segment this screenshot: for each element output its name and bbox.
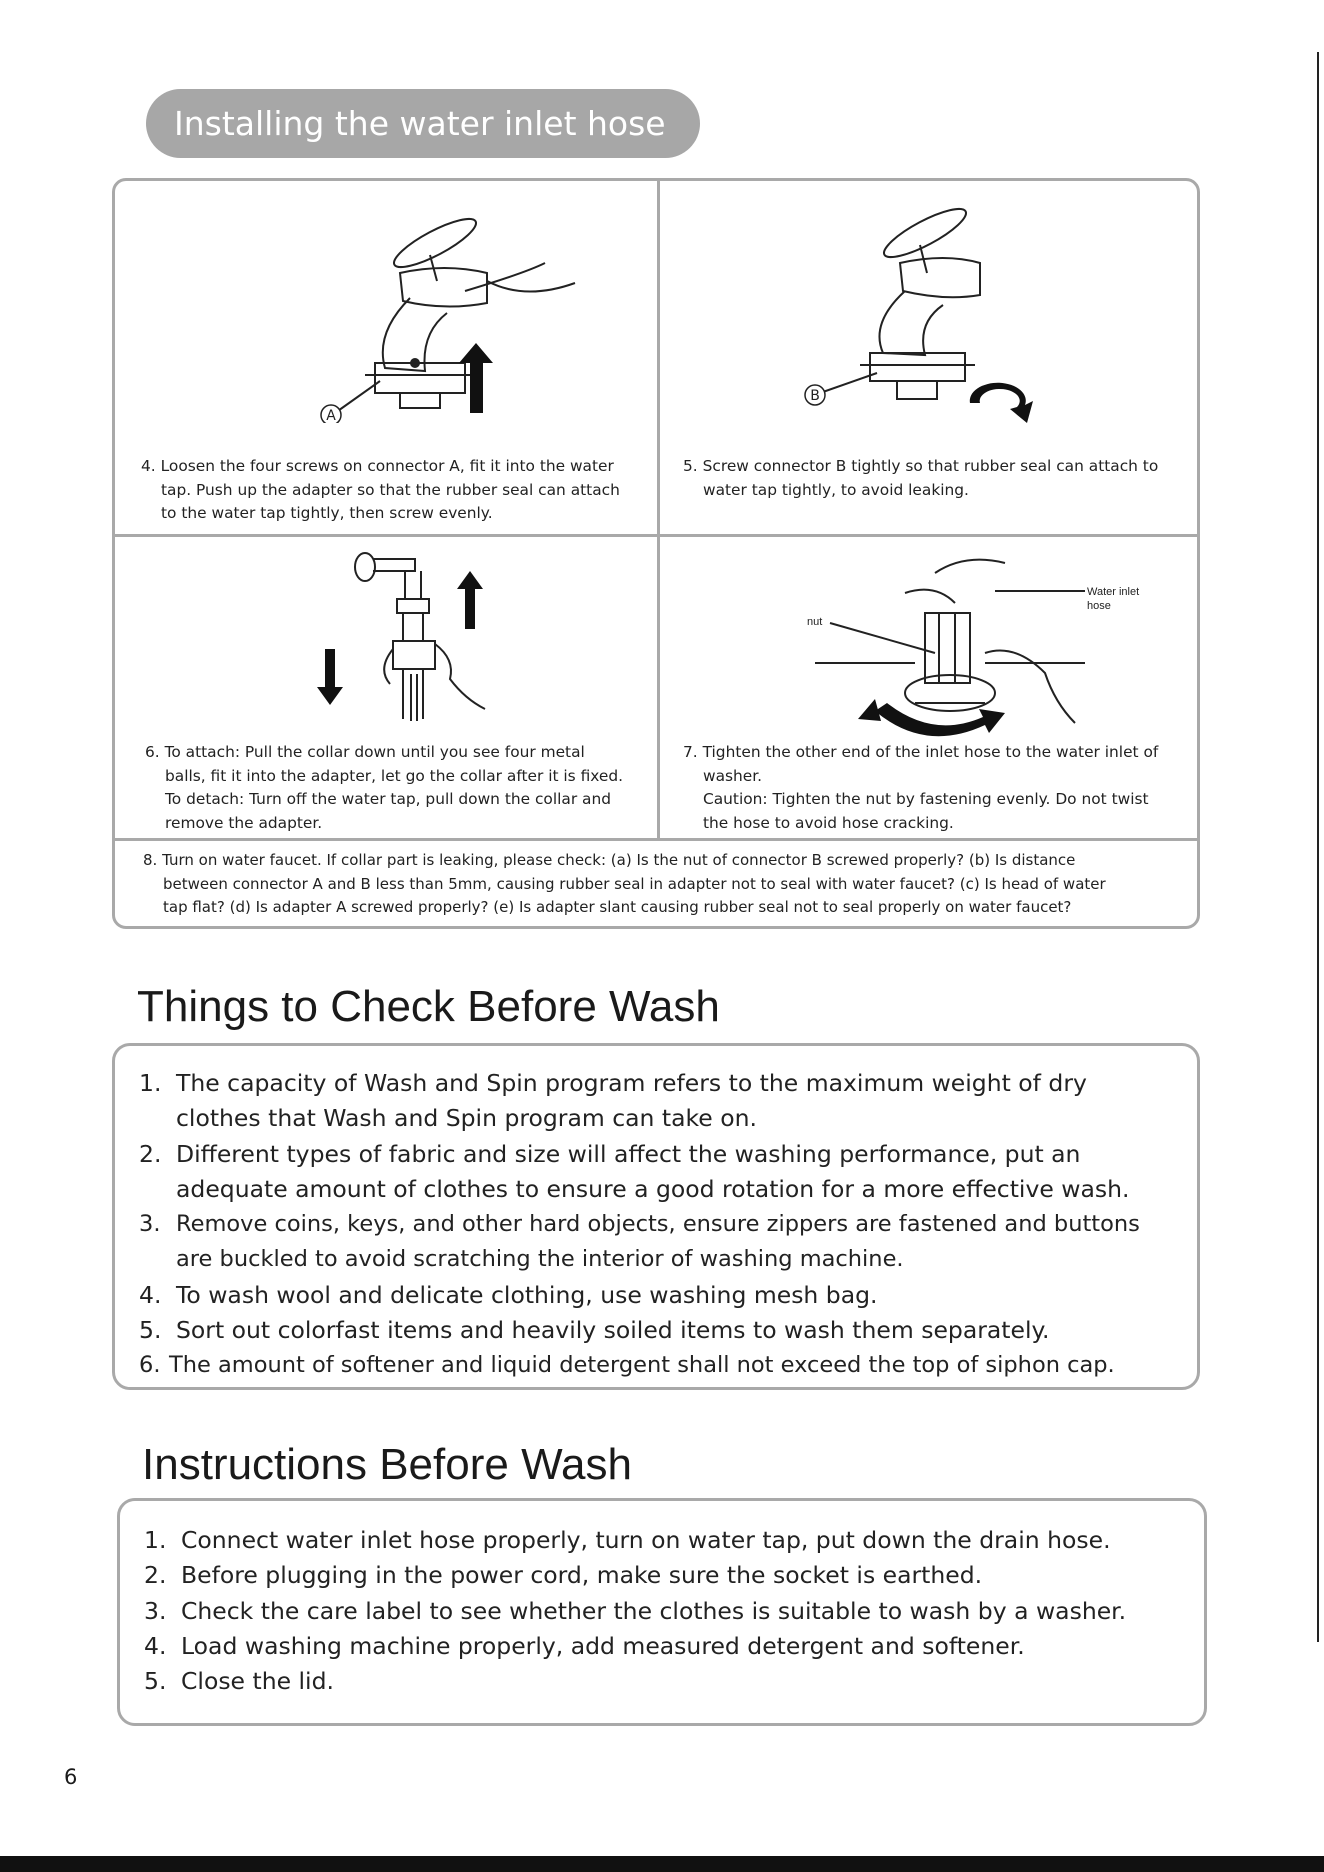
water-inlet-hose-label: hose: [1087, 600, 1111, 612]
step-text-line: water tap tightly, to avoid leaking.: [703, 480, 969, 499]
step-4: [141, 455, 653, 526]
step-text-line: Caution: Tighten the nut by fastening evenly. Do not twist: [703, 790, 1149, 808]
step-6: [145, 741, 655, 835]
list-item: 1. Connect water inlet hose properly, turn on water tap, put down the drain hose.: [144, 1526, 1111, 1554]
page-number: 6: [64, 1765, 78, 1789]
step-text-line: the hose to avoid hose cracking.: [703, 813, 954, 832]
page-edge-line: [1317, 52, 1319, 1642]
list-item: 2. Different types of fabric and size will affect the washing performance, put an adequate amount of clothes to ensure a good rotation for a more effective wash.: [139, 1139, 1130, 1203]
step-text-line: 8. Turn on water faucet. If collar part is leaking, please check: (a) Is the nut of connector B screwed properly? (b) Is distance: [143, 851, 1076, 869]
list-item: 1. The capacity of Wash and Spin program refers to the maximum weight of dry clothes that Wash and Spin program can take on.: [139, 1069, 1087, 1133]
section-banner: Installing the water inlet hose: [146, 89, 700, 158]
step-text-line: balls, fit it into the adapter, let go the collar after it is fixed.: [165, 766, 624, 785]
step-text-line: washer.: [703, 766, 763, 785]
list-item: 3. Check the care label to see whether the clothes is suitable to wash by a washer.: [144, 1596, 1127, 1625]
step-text-line: tap flat? (d) Is adapter A screwed properly? (e) Is adapter slant causing rubber seal not to seal properly on water faucet?: [163, 898, 1072, 916]
step5-illustration: [765, 203, 1195, 423]
check-list-box: [112, 1043, 1200, 1390]
list-item: 5. Sort out colorfast items and heavily soiled items to wash them separately.: [139, 1316, 1050, 1345]
list-item: 4. To wash wool and delicate clothing, use washing mesh bag.: [139, 1280, 878, 1309]
step-8: [143, 849, 1193, 920]
list-item: 6. The amount of softener and liquid detergent shall not exceed the top of siphon cap.: [139, 1352, 1115, 1379]
step7-illustration: [755, 553, 1195, 753]
step-text-line: 6. To attach: Pull the collar down until you see four metal: [145, 743, 585, 761]
list-item: 4. Load washing machine properly, add measured detergent and softener.: [144, 1631, 1025, 1660]
water-inlet-hose-label: Water inlet: [1087, 586, 1140, 598]
instructions-section-title: Instructions Before Wash: [142, 1440, 632, 1489]
step-text-line: To detach: Turn off the water tap, pull down the collar and: [165, 790, 612, 808]
step-text-line: 7. Tighten the other end of the inlet hose to the water inlet of: [683, 743, 1159, 761]
step-text-line: 4. Loosen the four screws on connector A, fit it into the water: [141, 457, 614, 475]
grid-divider-horizontal: [115, 838, 1197, 841]
list-item: 3. Remove coins, keys, and other hard objects, ensure zippers are fastened and buttons are buckled to avoid scratching the interior of washing machine.: [139, 1211, 1140, 1273]
step-text-line: to the water tap tightly, then screw evenly.: [161, 504, 493, 522]
list-item: 2. Before plugging in the power cord, make sure the socket is earthed.: [144, 1561, 983, 1590]
step4-illustration: [225, 203, 665, 423]
grid-divider-horizontal: [115, 534, 1197, 537]
step-5: [683, 455, 1195, 502]
install-steps-box: [112, 178, 1200, 929]
step-text-line: 5. Screw connector B tightly so that rubber seal can attach to: [683, 457, 1159, 475]
check-list: [139, 1066, 1140, 1384]
bottom-edge-bar: [0, 1856, 1324, 1872]
instructions-list-box: [117, 1498, 1207, 1726]
step-text-line: tap. Push up the adapter so that the rubber seal can attach: [161, 480, 620, 499]
connector-a-label: A: [326, 408, 336, 423]
nut-label: nut: [807, 616, 823, 628]
check-section-title: Things to Check Before Wash: [137, 982, 720, 1031]
list-item: 5. Close the lid.: [144, 1667, 334, 1696]
step6-illustration: [285, 549, 505, 739]
connector-b-label: B: [810, 388, 820, 404]
step-7: [683, 741, 1195, 835]
step-text-line: between connector A and B less than 5mm, causing rubber seal in adapter not to seal with water faucet? (c) Is head of water: [163, 874, 1106, 893]
instructions-list: [144, 1523, 1126, 1699]
step-text-line: remove the adapter.: [165, 813, 323, 832]
